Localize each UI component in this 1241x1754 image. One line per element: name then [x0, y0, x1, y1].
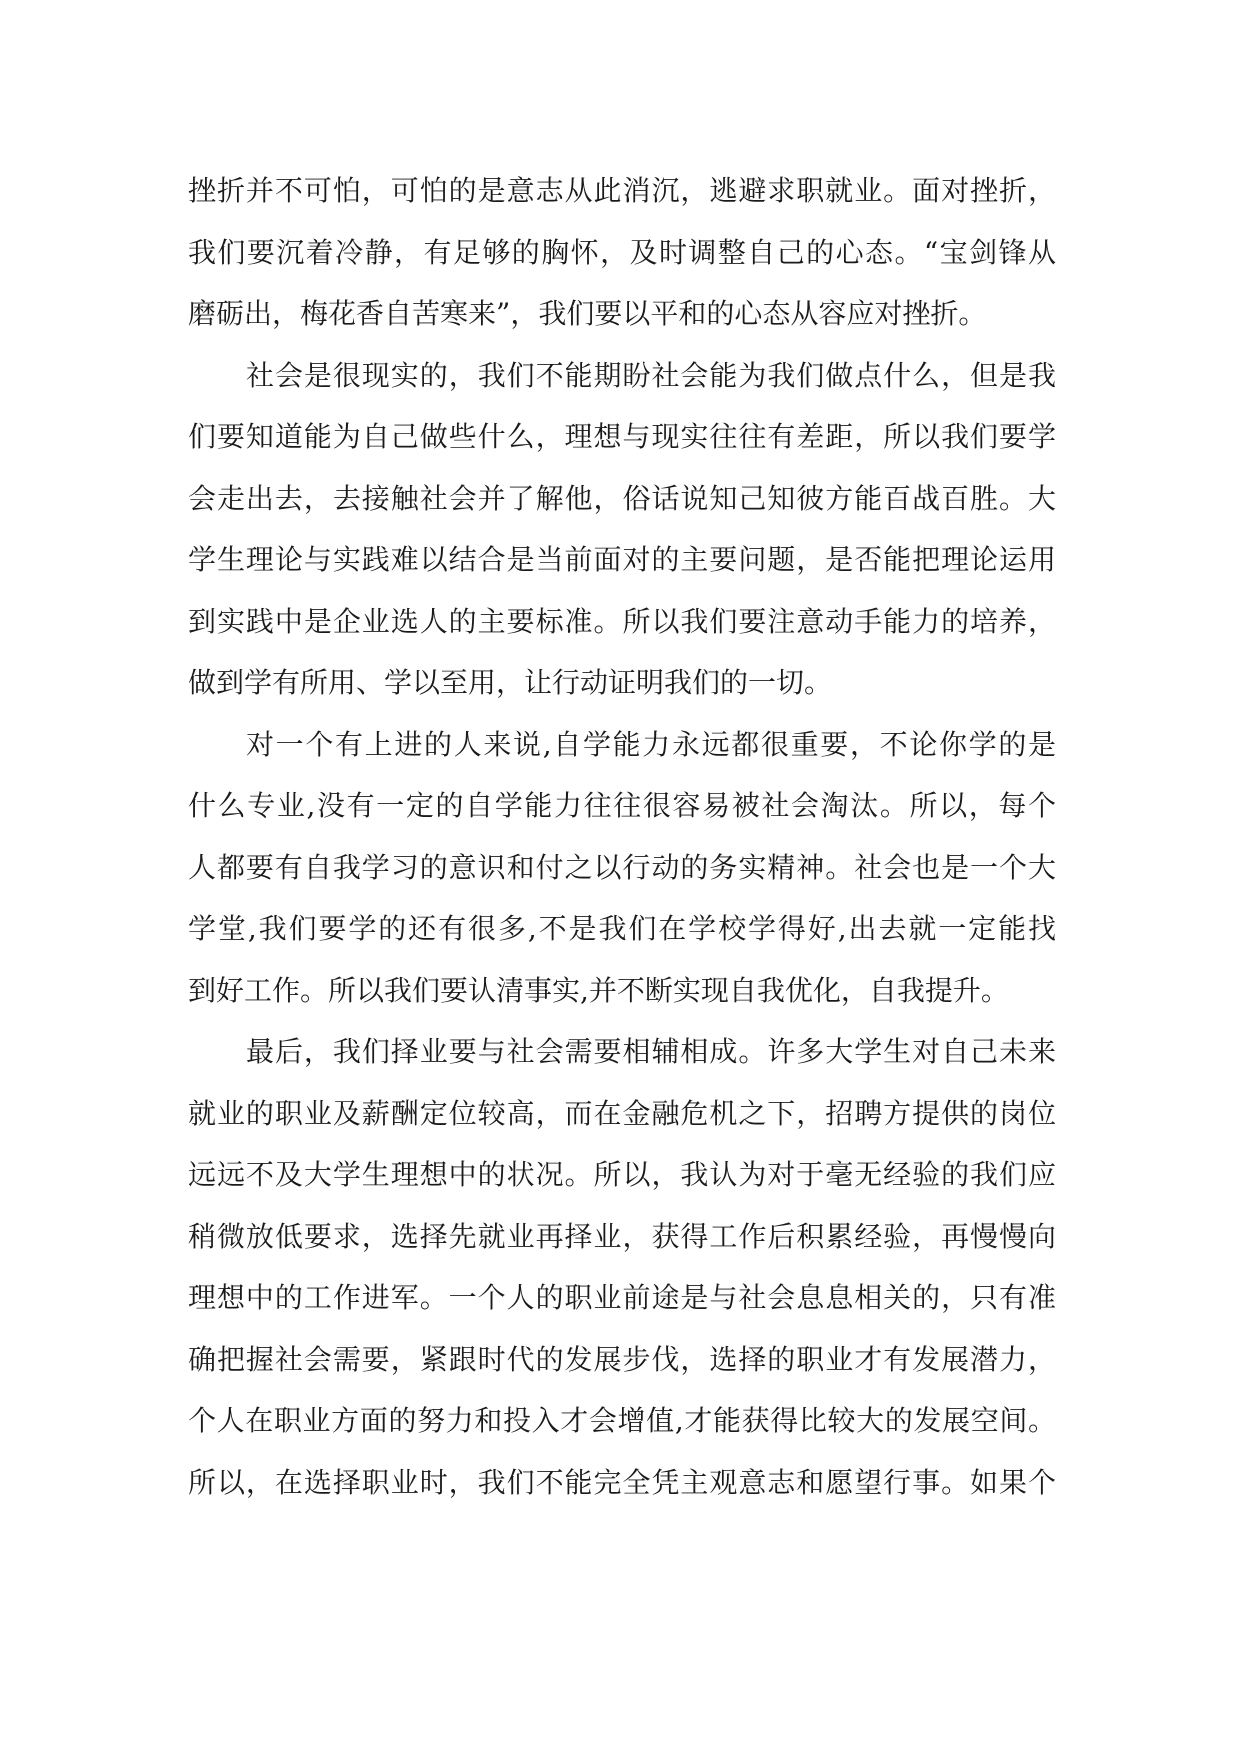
paragraph-1-line-2: 我们要沉着冷静，有足够的胸怀，及时调整自己的心态。“宝剑锋从: [188, 235, 1056, 269]
paragraph-4-line-4: 稍微放低要求，选择先就业再择业，获得工作后积累经验，再慢慢向: [188, 1219, 1056, 1253]
paragraph-2-line-1: 社会是很现实的，我们不能期盼社会能为我们做点什么，但是我: [246, 358, 1056, 392]
body-text: [188, 160, 1056, 1513]
paragraph-4-line-7: 个人在职业方面的努力和投入才会增值,才能获得比较大的发展空间。: [188, 1404, 1056, 1437]
paragraph-2-line-6: 做到学有所用、学以至用，让行动证明我们的一切。: [188, 666, 833, 699]
paragraph-4-line-1: 最后，我们择业要与社会需要相辅相成。许多大学生对自己未来: [246, 1035, 1056, 1068]
paragraph-2-line-5: 到实践中是企业选人的主要标准。所以我们要注意动手能力的培养，: [188, 604, 1056, 638]
paragraph-3-line-4: 学堂,我们要学的还有很多,不是我们在学校学得好,出去就一定能找: [188, 912, 1056, 945]
paragraph-1-line-1: 挫折并不可怕，可怕的是意志从此消沉，逃避求职就业。面对挫折，: [188, 174, 1056, 207]
paragraph-2-line-2: 们要知道能为自己做些什么，理想与现实往往有差距，所以我们要学: [188, 420, 1056, 453]
paragraph-1-line-3: 磨砺出，梅花香自苦寒来”，我们要以平和的心态从容应对挫折。: [188, 297, 987, 330]
paragraph-4-line-5: 理想中的工作进军。一个人的职业前途是与社会息息相关的，只有准: [188, 1281, 1056, 1314]
paragraph-3-line-1: 对一个有上进的人来说,自学能力永远都很重要，不论你学的是: [246, 727, 1056, 761]
paragraph-4-line-2: 就业的职业及薪酬定位较高，而在金融危机之下，招聘方提供的岗位: [188, 1096, 1056, 1130]
paragraph-4-line-8: 所以，在选择职业时，我们不能完全凭主观意志和愿望行事。如果个: [188, 1465, 1056, 1499]
paragraph-3-line-3: 人都要有自我学习的意识和付之以行动的务实精神。社会也是一个大: [188, 850, 1056, 884]
paragraph-3-line-5: 到好工作。所以我们要认清事实,并不断实现自我优化，自我提升。: [188, 973, 1009, 1007]
paragraph-2-line-3: 会走出去，去接触社会并了解他，俗话说知己知彼方能百战百胜。大: [188, 481, 1056, 515]
paragraph-2-line-4: 学生理论与实践难以结合是当前面对的主要问题，是否能把理论运用: [188, 543, 1056, 576]
paragraph-4-line-3: 远远不及大学生理想中的状况。所以，我认为对于毫无经验的我们应: [188, 1158, 1056, 1191]
paragraph-4-line-6: 确把握社会需要，紧跟时代的发展步伐，选择的职业才有发展潜力，: [188, 1342, 1056, 1376]
paragraph-3-line-2: 什么专业,没有一定的自学能力往往很容易被社会淘汰。所以，每个: [188, 789, 1056, 822]
